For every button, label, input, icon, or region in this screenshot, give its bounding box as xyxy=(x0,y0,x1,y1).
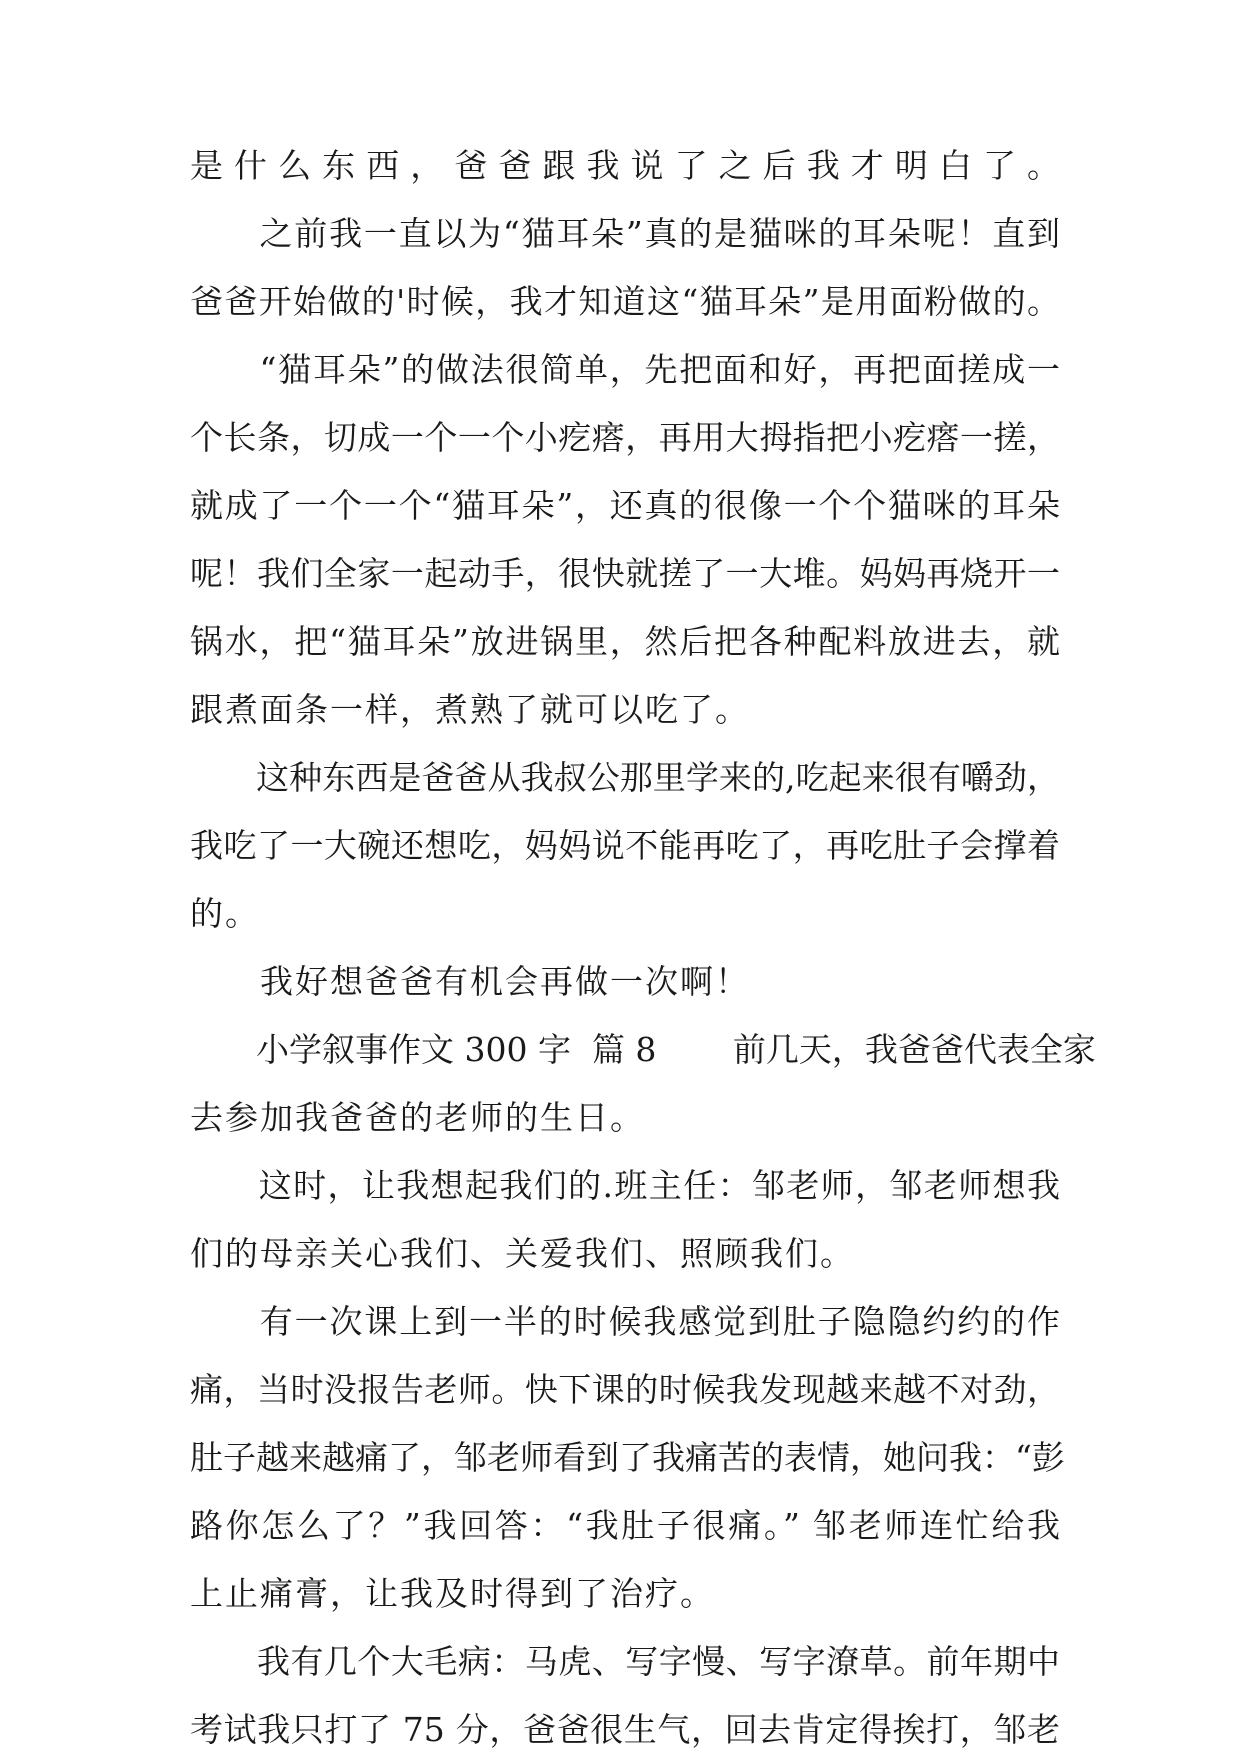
text-line-20: 肚子越来越痛了，邹老师看到了我痛苦的表情，她问我：“彭 xyxy=(190,1438,1065,1477)
text-line-17: 们的母亲关心我们、关爱我们、照顾我们。 xyxy=(190,1234,855,1273)
text-line-11: 我吃了一大碗还想吃，妈妈说不能再吃了，再吃肚子会撑着 xyxy=(190,826,1060,865)
text-line-19: 痛，当时没报告老师。快下课的时候我发现越来越不对劲， xyxy=(190,1370,1060,1409)
text-line-18: 有一次课上到一半的时候我感觉到肚子隐隐约约的作 xyxy=(190,1302,1060,1341)
text-line-6: 就成了一个一个“猫耳朵”，还真的很像一个个猫咪的耳朵 xyxy=(190,486,1060,525)
text-line-23: 我有几个大毛病：马虎、写字慢、写字潦草。前年期中 xyxy=(190,1642,1060,1681)
text-line-13: 我好想爸爸有机会再做一次啊！ xyxy=(190,962,750,1001)
text-line-1: 是什么东西，爸爸跟我说了之后我才明白了。 xyxy=(190,146,1060,185)
text-line-22: 上止痛膏，让我及时得到了治疗。 xyxy=(190,1574,715,1613)
text-line-9: 跟煮面条一样，煮熟了就可以吃了。 xyxy=(190,690,750,729)
text-line-24: 考试我只打了 75 分，爸爸很生气，回去肯定得挨打，邹老 xyxy=(190,1710,1060,1749)
text-line-21: 路你怎么了？”我回答：“我肚子很痛。” 邹老师连忙给我 xyxy=(190,1506,1060,1545)
text-line-4: “猫耳朵”的做法很简单，先把面和好，再把面搓成一 xyxy=(190,350,1060,389)
text-line-10: 这种东西是爸爸从我叔公那里学来的,吃起来很有嚼劲， xyxy=(190,758,1060,797)
text-line-16: 这时，让我想起我们的.班主任：邹老师，邹老师想我 xyxy=(190,1166,1060,1205)
text-line-14: 小学叙事作文 300 字 篇 8 前几天，我爸爸代表全家 xyxy=(190,1030,1096,1069)
text-line-5: 个长条，切成一个一个小疙瘩，再用大拇指把小疙瘩一搓， xyxy=(190,418,1060,457)
text-line-2: 之前我一直以为“猫耳朵”真的是猫咪的耳朵呢！直到 xyxy=(190,214,1060,253)
text-line-3: 爸爸开始做的'时候，我才知道这“猫耳朵”是用面粉做的。 xyxy=(190,282,1060,321)
text-line-15: 去参加我爸爸的老师的生日。 xyxy=(190,1098,645,1137)
text-line-7: 呢！我们全家一起动手，很快就搓了一大堆。妈妈再烧开一 xyxy=(190,554,1060,593)
text-line-12: 的。 xyxy=(190,894,260,933)
text-line-8: 锅水，把“猫耳朵”放进锅里，然后把各种配料放进去，就 xyxy=(190,622,1060,661)
